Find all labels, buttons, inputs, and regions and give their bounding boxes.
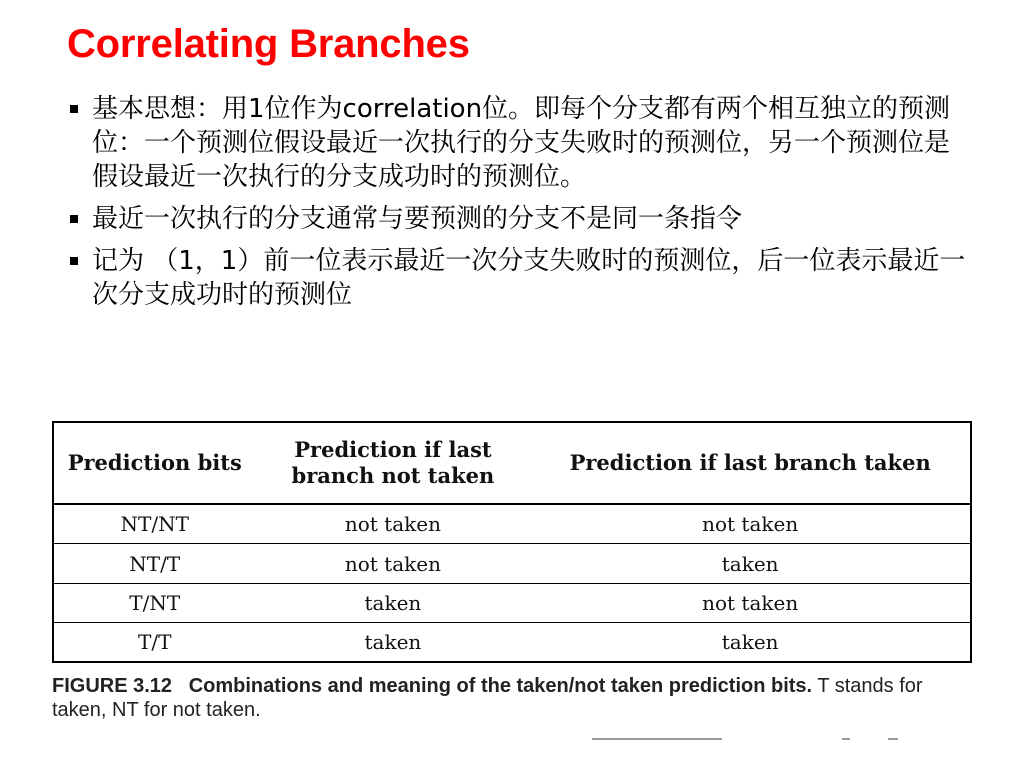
table-row bbox=[54, 583, 970, 622]
bullet-item bbox=[70, 92, 970, 194]
table-cell: taken bbox=[256, 583, 531, 622]
bullet-square-icon bbox=[70, 105, 78, 113]
bullet-text: 基本思想：用1位作为correlation位。即每个分支都有两个相互独立的预测位：一个预测位假设最近一次执行的分支失败时的预测位，另一个预测位是假设最近一次执行的分支成功时的预测位。 bbox=[92, 94, 951, 192]
slide-title: Correlating Branches bbox=[67, 22, 470, 66]
prediction-table-frame bbox=[52, 421, 972, 663]
table-header-row bbox=[54, 423, 970, 504]
column-header: Prediction if last branch not taken bbox=[256, 423, 531, 504]
bullet-text: 记为 （1，1）前一位表示最近一次分支失败时的预测位，后一位表示最近一次分支成功时的预测位 bbox=[92, 246, 966, 310]
table-cell: T/NT bbox=[54, 583, 256, 622]
figure-label: FIGURE 3.12 bbox=[52, 675, 173, 697]
column-header: Prediction bits bbox=[54, 423, 256, 504]
table-cell: T/T bbox=[54, 622, 256, 661]
figure-caption bbox=[52, 674, 977, 722]
footer-divider bbox=[888, 738, 898, 740]
table-cell: not taken bbox=[256, 504, 531, 544]
bullet-text: 最近一次执行的分支通常与要预测的分支不是同一条指令 bbox=[92, 204, 743, 234]
table-cell: taken bbox=[530, 622, 970, 661]
prediction-table bbox=[54, 423, 970, 661]
bullet-square-icon bbox=[70, 257, 78, 265]
caption-bold-text: Combinations and meaning of the taken/not taken prediction bits. bbox=[188, 675, 813, 697]
caption-rest-text: T stands for taken, NT for not taken. bbox=[52, 675, 923, 721]
table-cell: taken bbox=[256, 622, 531, 661]
table-cell: not taken bbox=[530, 583, 970, 622]
footer-divider bbox=[842, 738, 850, 740]
table-cell: not taken bbox=[256, 544, 531, 583]
table-cell: NT/T bbox=[54, 544, 256, 583]
table-cell: NT/NT bbox=[54, 504, 256, 544]
footer-divider bbox=[592, 738, 722, 740]
bullet-list bbox=[70, 92, 970, 320]
table-cell: taken bbox=[530, 544, 970, 583]
bullet-square-icon bbox=[70, 215, 78, 223]
column-header: Prediction if last branch taken bbox=[530, 423, 970, 504]
table-row bbox=[54, 544, 970, 583]
table-row bbox=[54, 504, 970, 544]
bullet-item bbox=[70, 244, 970, 312]
table-row bbox=[54, 622, 970, 661]
bullet-item bbox=[70, 202, 970, 236]
table-cell: not taken bbox=[530, 504, 970, 544]
